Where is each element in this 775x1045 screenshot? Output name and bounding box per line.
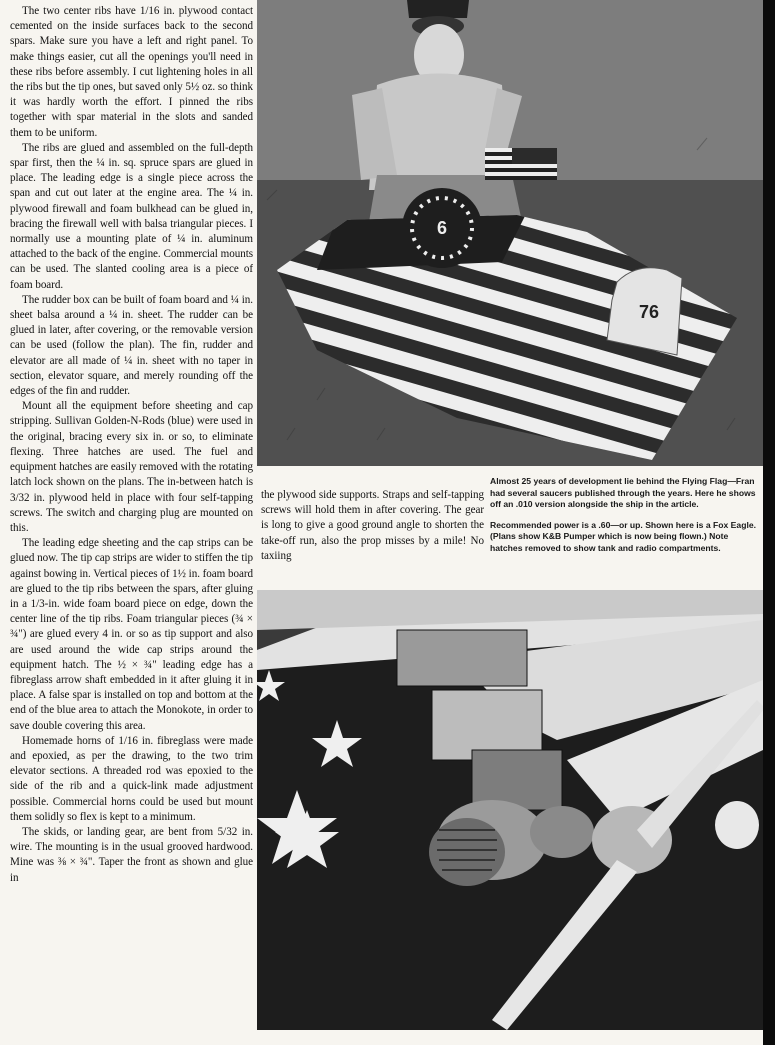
landing-gear-wheel (715, 801, 759, 849)
paragraph: Mount all the equipment before sheeting and cap stripping. Sullivan Golden-N-Rods (blue) were used in the original, bracing every six in. or so, to eliminate flexing. Three hatches are used. The fuel and equipment hatches are easily removed with the rotating latch lock shown on the plans. The in-between hatch is 3/32 in. plywood held in place with four self-tapping screws. The switch and charging plug are mounted on this. (10, 400, 253, 534)
paragraph: The rudder box can be built of foam board and ¼ in. sheet balsa around a ¼ in. sheet. The rudder can be glued in later, after covering, or the removable version can be used (follow the plan). The fin, rudder and elevator are all made of ¼ in. sheet with no taper in section, elevator square, and merely rounding off the edges of the fin and rudder. (10, 293, 253, 398)
photo-illustration (257, 590, 763, 1030)
medallion-number: 6 (436, 218, 448, 238)
paragraph: The ribs are glued and assembled on the full-depth spar first, then the ¼ in. sq. spruce spars are glued in place. The leading edge is a single piece across the span and cut out later at the engine area. The ¼ in. plywood firewall and foam bulkhead can be glued in, bracing the firewall well with balsa triangular pieces. I normally use a mounting plate of ¼ in. aluminum attached to the back of the engine. Commercial mounts can be used. The slanted cooling area is a piece of foam board. (10, 141, 253, 291)
left-text-column (10, 4, 253, 1034)
photo-flying-flag-with-builder (257, 0, 763, 466)
caption-bottom-photo: Recommended power is a .60—or up. Shown here is a Fox Eagle. (Plans show K&B Pumper which is now being flown.) Note hatches removed to show tank and radio compartments. (490, 519, 756, 553)
paragraph: The leading edge sheeting and the cap strips can be glued now. The tip cap strips are wider to stiffen the tip against bowing in. Vertical pieces of 1½ in. foam board are glued to the tip ribs between the spars, after gluing in a 1/3-in. wide foam board piece on edge, down the center line of the tip ribs. Foam triangular pieces (¾ × ¾") are glued every 4 in. or so as tip support and also are used around the wide cap strips around the equipment hatch. The ½ × ¾" leading edge has a fibreglass arrow shaft embedded in it after gluing it in place. A false spar is installed on top and bottom at the end of the blue area to attach the Monokote, in order to save double covering this area. (10, 537, 253, 732)
wing-fin (607, 268, 682, 355)
paragraph: Homemade horns of 1/16 in. fibreglass were made and epoxied, as per the drawing, to the two trim elevator sections. A threaded rod was epoxied to the side of the rib and a quick-link made adjustment possible. Commercial horns could be used but mount them solidly so flex is kept to a minimum. (10, 734, 253, 823)
paragraph: The two center ribs have 1/16 in. plywood contact cemented on the inside surfaces back to the second spars. Make sure you have a left and right panel. To make things easier, cut all the openings you'll need in these ribs before assembly. I cut lightening holes in all the ribs but the tip ones, but saved only 5½ oz. so think it was hardly worth the effort. I pinned the ribs together with spar material in the slots and sanded them to be uniform. (10, 5, 253, 139)
paragraph: The skids, or landing gear, are bent from 5/32 in. wire. The mounting is in the usual grooved hardwood. Mine was ⅜ × ¾". Taper the front as shown and glue in (10, 825, 253, 884)
caption-top-photo: Almost 25 years of development lie behind the Flying Flag—Fran had several saucers published through the years. Here he shows off an .010 version alongside the ship in the article. (490, 476, 756, 510)
fin-number: 76 (639, 302, 660, 322)
paragraph: the plywood side supports. Straps and self-tapping screws will hold them in after covering. The gear is long to give a good ground angle to shorten the take-off run, also the prop misses by a mile! No taxiing (261, 489, 484, 562)
small-flag (485, 148, 557, 180)
star-circle-medallion (402, 188, 482, 268)
photo-captions (490, 476, 762, 564)
page-edge-shadow (763, 0, 775, 1045)
photo-engine-closeup (257, 590, 763, 1030)
photo-illustration (257, 0, 763, 466)
middle-text-column (261, 488, 484, 588)
